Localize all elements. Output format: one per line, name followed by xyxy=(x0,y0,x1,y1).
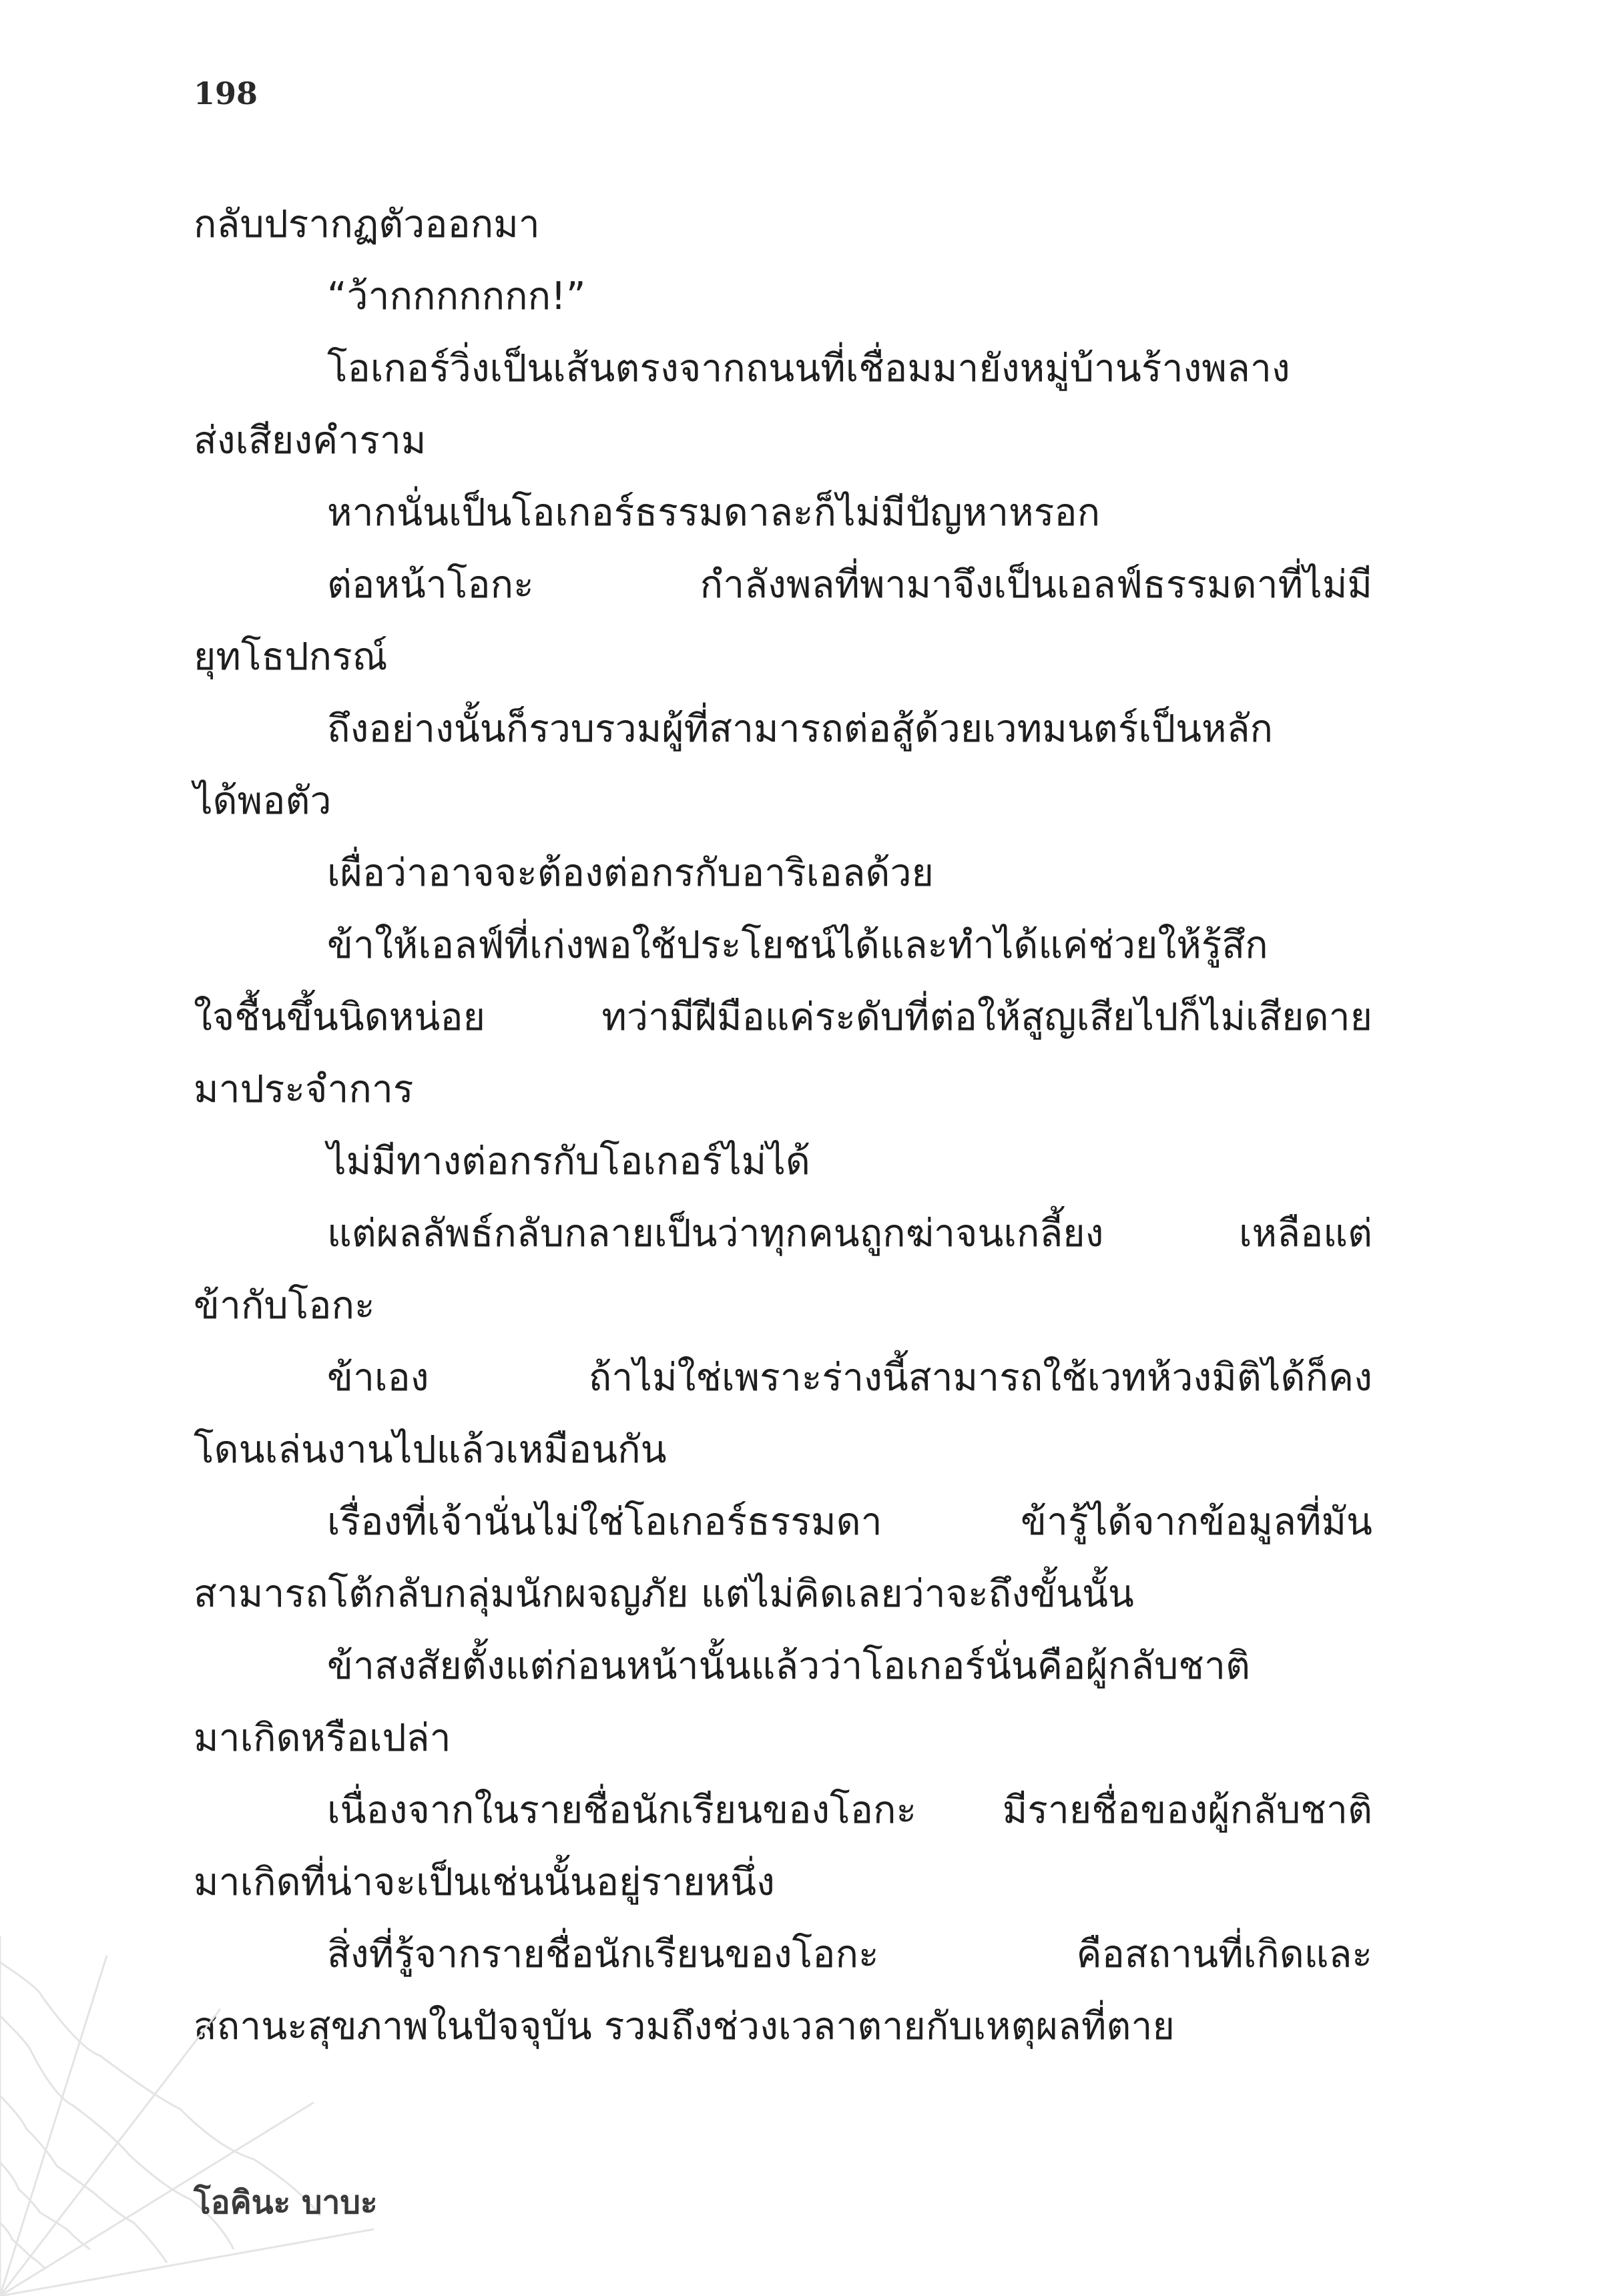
paragraph-line: ถึงอย่างนั้นก็รวบรวมผู้ที่สามารถต่อสู้ด้วยเวทมนตร์เป็นหลัก xyxy=(327,707,1274,751)
paragraph-line: หากนั่นเป็นโอเกอร์ธรรมดาละก็ไม่มีปัญหาหรอก xyxy=(327,491,1101,535)
paragraph-line: เนื่องจากในรายชื่อนักเรียนของโอกะ มีรายชื่อของผู้กลับชาติ xyxy=(327,1788,1372,1832)
paragraph-line: ข้ากับโอกะ xyxy=(194,1283,375,1328)
paragraph-line: มาเกิดที่น่าจะเป็นเช่นนั้นอยู่รายหนึ่ง xyxy=(194,1860,775,1904)
spider-web-icon xyxy=(0,1936,374,2296)
paragraph-line: ข้าให้เอลฟ์ที่เก่งพอใช้ประโยชน์ได้และทำได้แค่ช่วยให้รู้สึก xyxy=(327,923,1268,967)
paragraph-line: มาเกิดหรือเปล่า xyxy=(194,1716,451,1760)
paragraph-line: สิ่งที่รู้จากรายชื่อนักเรียนของโอกะ คือสถานที่เกิดและ xyxy=(327,1932,1372,1976)
paragraph-line: ข้าสงสัยตั้งแต่ก่อนหน้านั้นแล้วว่าโอเกอร์นั่นคือผู้กลับชาติ xyxy=(327,1644,1250,1688)
paragraph-line: ใจชื้นขึ้นนิดหน่อย ทว่ามีฝีมือแค่ระดับที่ต่อให้สูญเสียไปก็ไม่เสียดาย xyxy=(194,995,1372,1039)
paragraph-line: แต่ผลลัพธ์กลับกลายเป็นว่าทุกคนถูกฆ่าจนเกลี้ยง เหลือแต่ xyxy=(327,1211,1372,1255)
paragraph-line: เรื่องที่เจ้านั่นไม่ใช่โอเกอร์ธรรมดา ข้ารู้ได้จากข้อมูลที่มัน xyxy=(327,1500,1372,1544)
paragraph-line: ได้พอตัว xyxy=(194,779,332,823)
paragraph-line: ข้าเอง ถ้าไม่ใช่เพราะร่างนี้สามารถใช้เวทห้วงมิติได้ก็คง xyxy=(327,1356,1372,1400)
paragraph-line: ยุทโธปกรณ์ xyxy=(194,635,388,679)
page-number: 198 xyxy=(194,75,258,111)
paragraph-line: โดนเล่นงานไปแล้วเหมือนกัน xyxy=(194,1428,667,1472)
paragraph-line: “ว้ากกกกกกก!” xyxy=(327,274,586,318)
paragraph-line: ไม่มีทางต่อกรกับโอเกอร์ไม่ได้ xyxy=(327,1139,810,1183)
paragraph-line: สามารถโต้กลับกลุ่มนักผจญภัย แต่ไม่คิดเลยว่าจะถึงขั้นนั้น xyxy=(194,1572,1134,1616)
paragraph-line: โอเกอร์วิ่งเป็นเส้นตรงจากถนนที่เชื่อมมายังหมู่บ้านร้างพลาง xyxy=(327,346,1290,390)
footer-author: โอคินะ บาบะ xyxy=(194,2184,378,2221)
paragraph-line: กลับปรากฏตัวออกมา xyxy=(194,202,540,246)
paragraph-line: มาประจำการ xyxy=(194,1067,414,1111)
paragraph-line: สถานะสุขภาพในปัจจุบัน รวมถึงช่วงเวลาตายกับเหตุผลที่ตาย xyxy=(194,2004,1175,2048)
paragraph-line: เผื่อว่าอาจจะต้องต่อกรกับอาริเอลด้วย xyxy=(327,851,934,895)
paragraph-line: ต่อหน้าโอกะ กำลังพลที่พามาจึงเป็นเอลฟ์ธรรมดาที่ไม่มี xyxy=(327,563,1372,607)
page-body xyxy=(194,188,1372,2062)
paragraph-line: ส่งเสียงคำราม xyxy=(194,418,427,463)
